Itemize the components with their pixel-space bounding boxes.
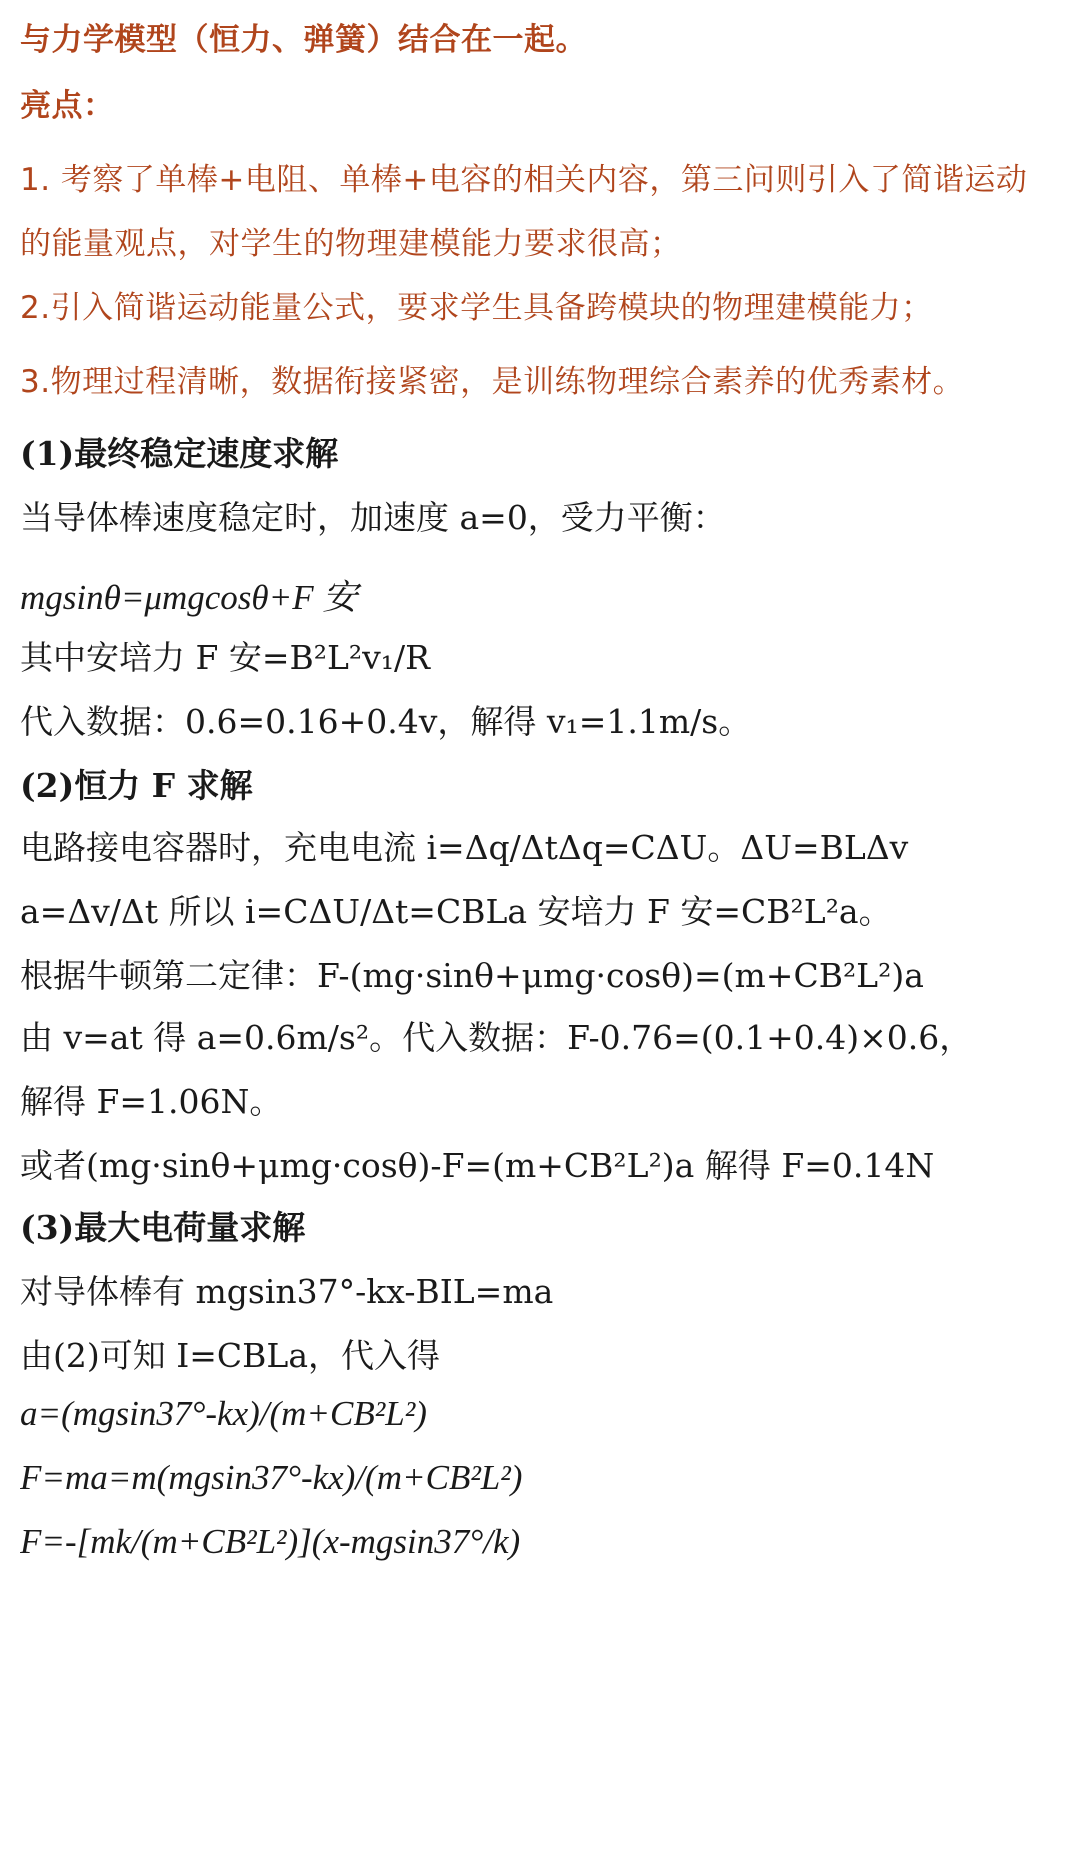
part2-line-2: a=Δv/Δt 所以 i=CΔU/Δt=CBLa 安培力 F 安=CB²L²a。: [20, 892, 892, 931]
part2-line-1: 电路接电容器时，充电电流 i=Δq/ΔtΔq=CΔU。ΔU=BLΔv: [20, 828, 909, 867]
highlight-point-2: 2.引入简谐运动能量公式，要求学生具备跨模块的物理建模能力；: [20, 290, 933, 326]
highlight-point-1a: 1. 考察了单棒+电阻、单棒+电容的相关内容，第三问则引入了简谐运动: [20, 162, 1028, 198]
part2-line-6: 或者(mg·sinθ+μmg·cosθ)-F=(m+CB²L²)a 解得 F=0.14N: [20, 1146, 935, 1185]
section-heading-2: (2)恒力 F 求解: [20, 766, 253, 805]
section-heading-3: (3)最大电荷量求解: [20, 1208, 306, 1247]
part3-line-2: 由(2)可知 I=CBLa，代入得: [20, 1336, 441, 1375]
section-heading-1: (1)最终稳定速度求解: [20, 434, 339, 473]
part3-equation-a: a=(mgsin37°-kx)/(m+CB²L²): [20, 1394, 427, 1433]
part2-line-4: 由 v=at 得 a=0.6m/s²。代入数据：F-0.76=(0.1+0.4)×0.6，: [20, 1018, 973, 1057]
part3-line-1: 对导体棒有 mgsin37°-kx-BIL=ma: [20, 1272, 554, 1311]
part2-line-3: 根据牛顿第二定律：F-(mg·sinθ+μmg·cosθ)=(m+CB²L²)a: [20, 956, 924, 995]
highlights-label: 亮点：: [20, 88, 115, 124]
part1-line-1: 当导体棒速度稳定时，加速度 a=0，受力平衡：: [20, 498, 726, 537]
highlight-point-3: 3.物理过程清晰，数据衔接紧密，是训练物理综合素养的优秀素材。: [20, 364, 965, 400]
part3-equation-f-restoring: F=-[mk/(m+CB²L²)](x-mgsin37°/k): [20, 1522, 521, 1561]
part1-line-4: 代入数据：0.6=0.16+0.4v，解得 v₁=1.1m/s。: [20, 702, 752, 741]
part2-line-5: 解得 F=1.06N。: [20, 1082, 283, 1121]
highlight-point-1b: 的能量观点，对学生的物理建模能力要求很高；: [20, 226, 682, 262]
part1-line-3: 其中安培力 F 安=B²L²v₁/R: [20, 638, 430, 677]
part1-equation-balance: mgsinθ=μmgcosθ+F 安: [20, 578, 358, 617]
intro-line: 与力学模型（恒力、弹簧）结合在一起。: [20, 22, 587, 58]
part3-equation-f: F=ma=m(mgsin37°-kx)/(m+CB²L²): [20, 1458, 523, 1497]
